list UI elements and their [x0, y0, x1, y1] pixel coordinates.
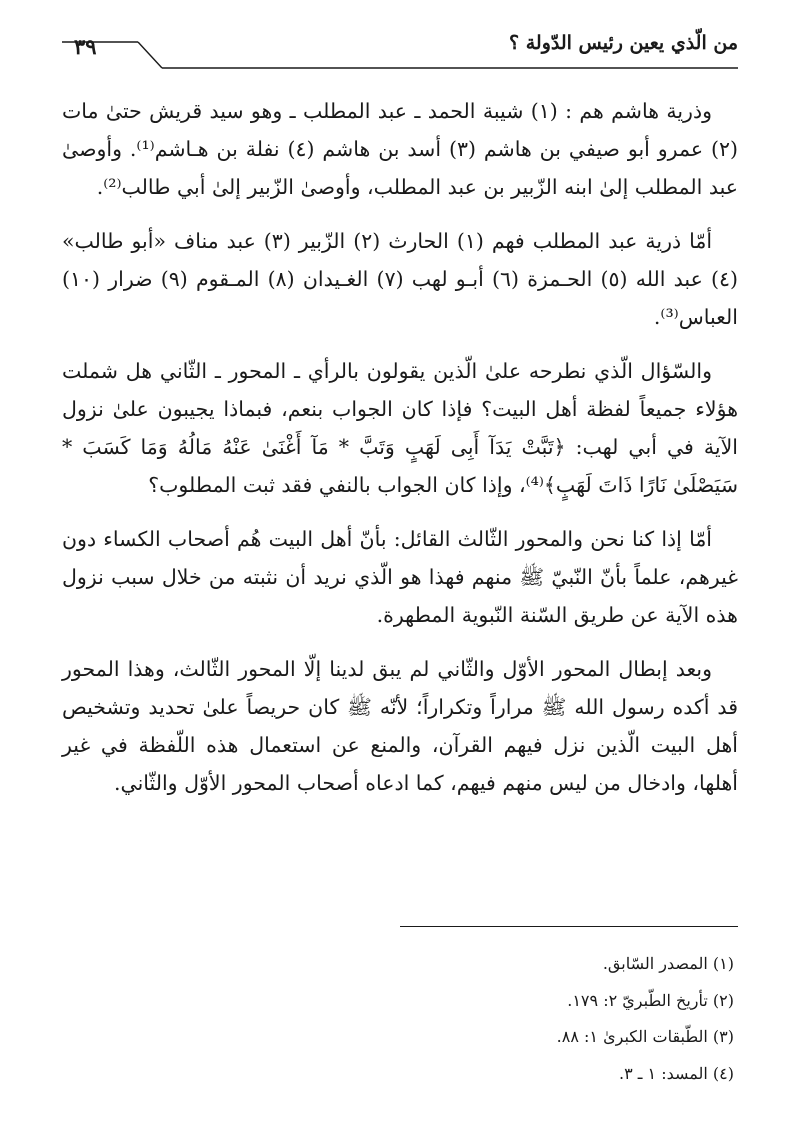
- paragraph: أمّا ذرية عبد المطلب فهم (١) الحارث (٢) الزّبير (٣) عبد مناف «أبو طالب» (٤) عبد الله (٥) الحـمزة (٦) أبـو لهب (٧) الغـيدان (٨) المـقوم (٩) ضرار (١٠) العباس⁽³⁾.: [62, 229, 739, 329]
- paragraph: وذرية هاشم هم : (١) شيبة الحمد ـ عبد المطلب ـ وهو سيد قريش حتىٰ مات (٢) عمرو أبو صيفي بن هاشم (٣) أسد بن هاشم (٤) نفلة بن هـاشم⁽¹⁾. وأوصىٰ عبد المطلب إلىٰ ابنه الزّبير بن عبد المطلب، وأوصىٰ الزّبير إلىٰ أبي طالب⁽²⁾.: [62, 99, 738, 199]
- paragraph: أمّا إذا كنا نحن والمحور الثّالث القائل: بأنّ أهل البيت هُم أصحاب الكساء دون غيرهم، علماً بأنّ النّبيّ ﷺ منهم فهذا هو الّذي نريد أن نثبته من خلال سبب نزول هذه الآية عن طريق السّنة النّبوية المطهرة.: [62, 527, 738, 627]
- footnote: (٤) المسد: ١ ـ ٣.: [618, 1063, 734, 1083]
- running-header: [62, 28, 738, 74]
- footnote-separator: [400, 926, 738, 927]
- footnotes: [74, 946, 734, 1092]
- page-number: ٣٩: [74, 34, 97, 59]
- paragraph: وبعد إبطال المحور الأوّل والثّاني لم يبق لدينا إلّا المحور الثّالث، وهذا المحور قد أكده رسول الله ﷺ مراراً وتكراراً؛ لأنّه ﷺ كان حريصاً علىٰ تحديد وتشخيص أهل البيت الّذين نزل فيهم القرآن، والمنع عن استعمال هذه اللّفظة في غير أهلها، وادخال من ليس منهم فيهم، كما ادعاه أصحاب المحور الأوّل والثّاني.: [62, 657, 738, 795]
- footnote: (١) المصدر السّابق.: [602, 954, 734, 973]
- main-text: [62, 92, 738, 818]
- footnote: (٢) تأريخ الطّبريّ ٢: ١٧٩.: [567, 990, 734, 1010]
- running-title: من الّذي يعين رئيس الدّولة ؟: [509, 32, 738, 54]
- footnote: (٣) الطّبقات الكبرىٰ ١: ٨٨.: [556, 1027, 734, 1046]
- paragraph: والسّؤال الّذي نطرحه علىٰ الّذين يقولون بالرأي ـ المحور ـ الثّاني هل شملت هؤلاء جميعاً لفظة أهل البيت؟ فإذا كان الجواب بنعم، فبماذا يجيبون علىٰ نزول الآية في أبي لهب: ﴿تَبَّتْ يَدَآ أَبِى لَهَبٍ وَتَبَّ * مَآ أَغْنَىٰ عَنْهُ مَالُهُ وَمَا كَسَبَ * سَيَصْلَىٰ نَارًا ذَاتَ لَهَبٍ﴾⁽⁴⁾، وإذا كان الجواب بالنفي فقد ثبت المطلوب؟: [62, 359, 738, 497]
